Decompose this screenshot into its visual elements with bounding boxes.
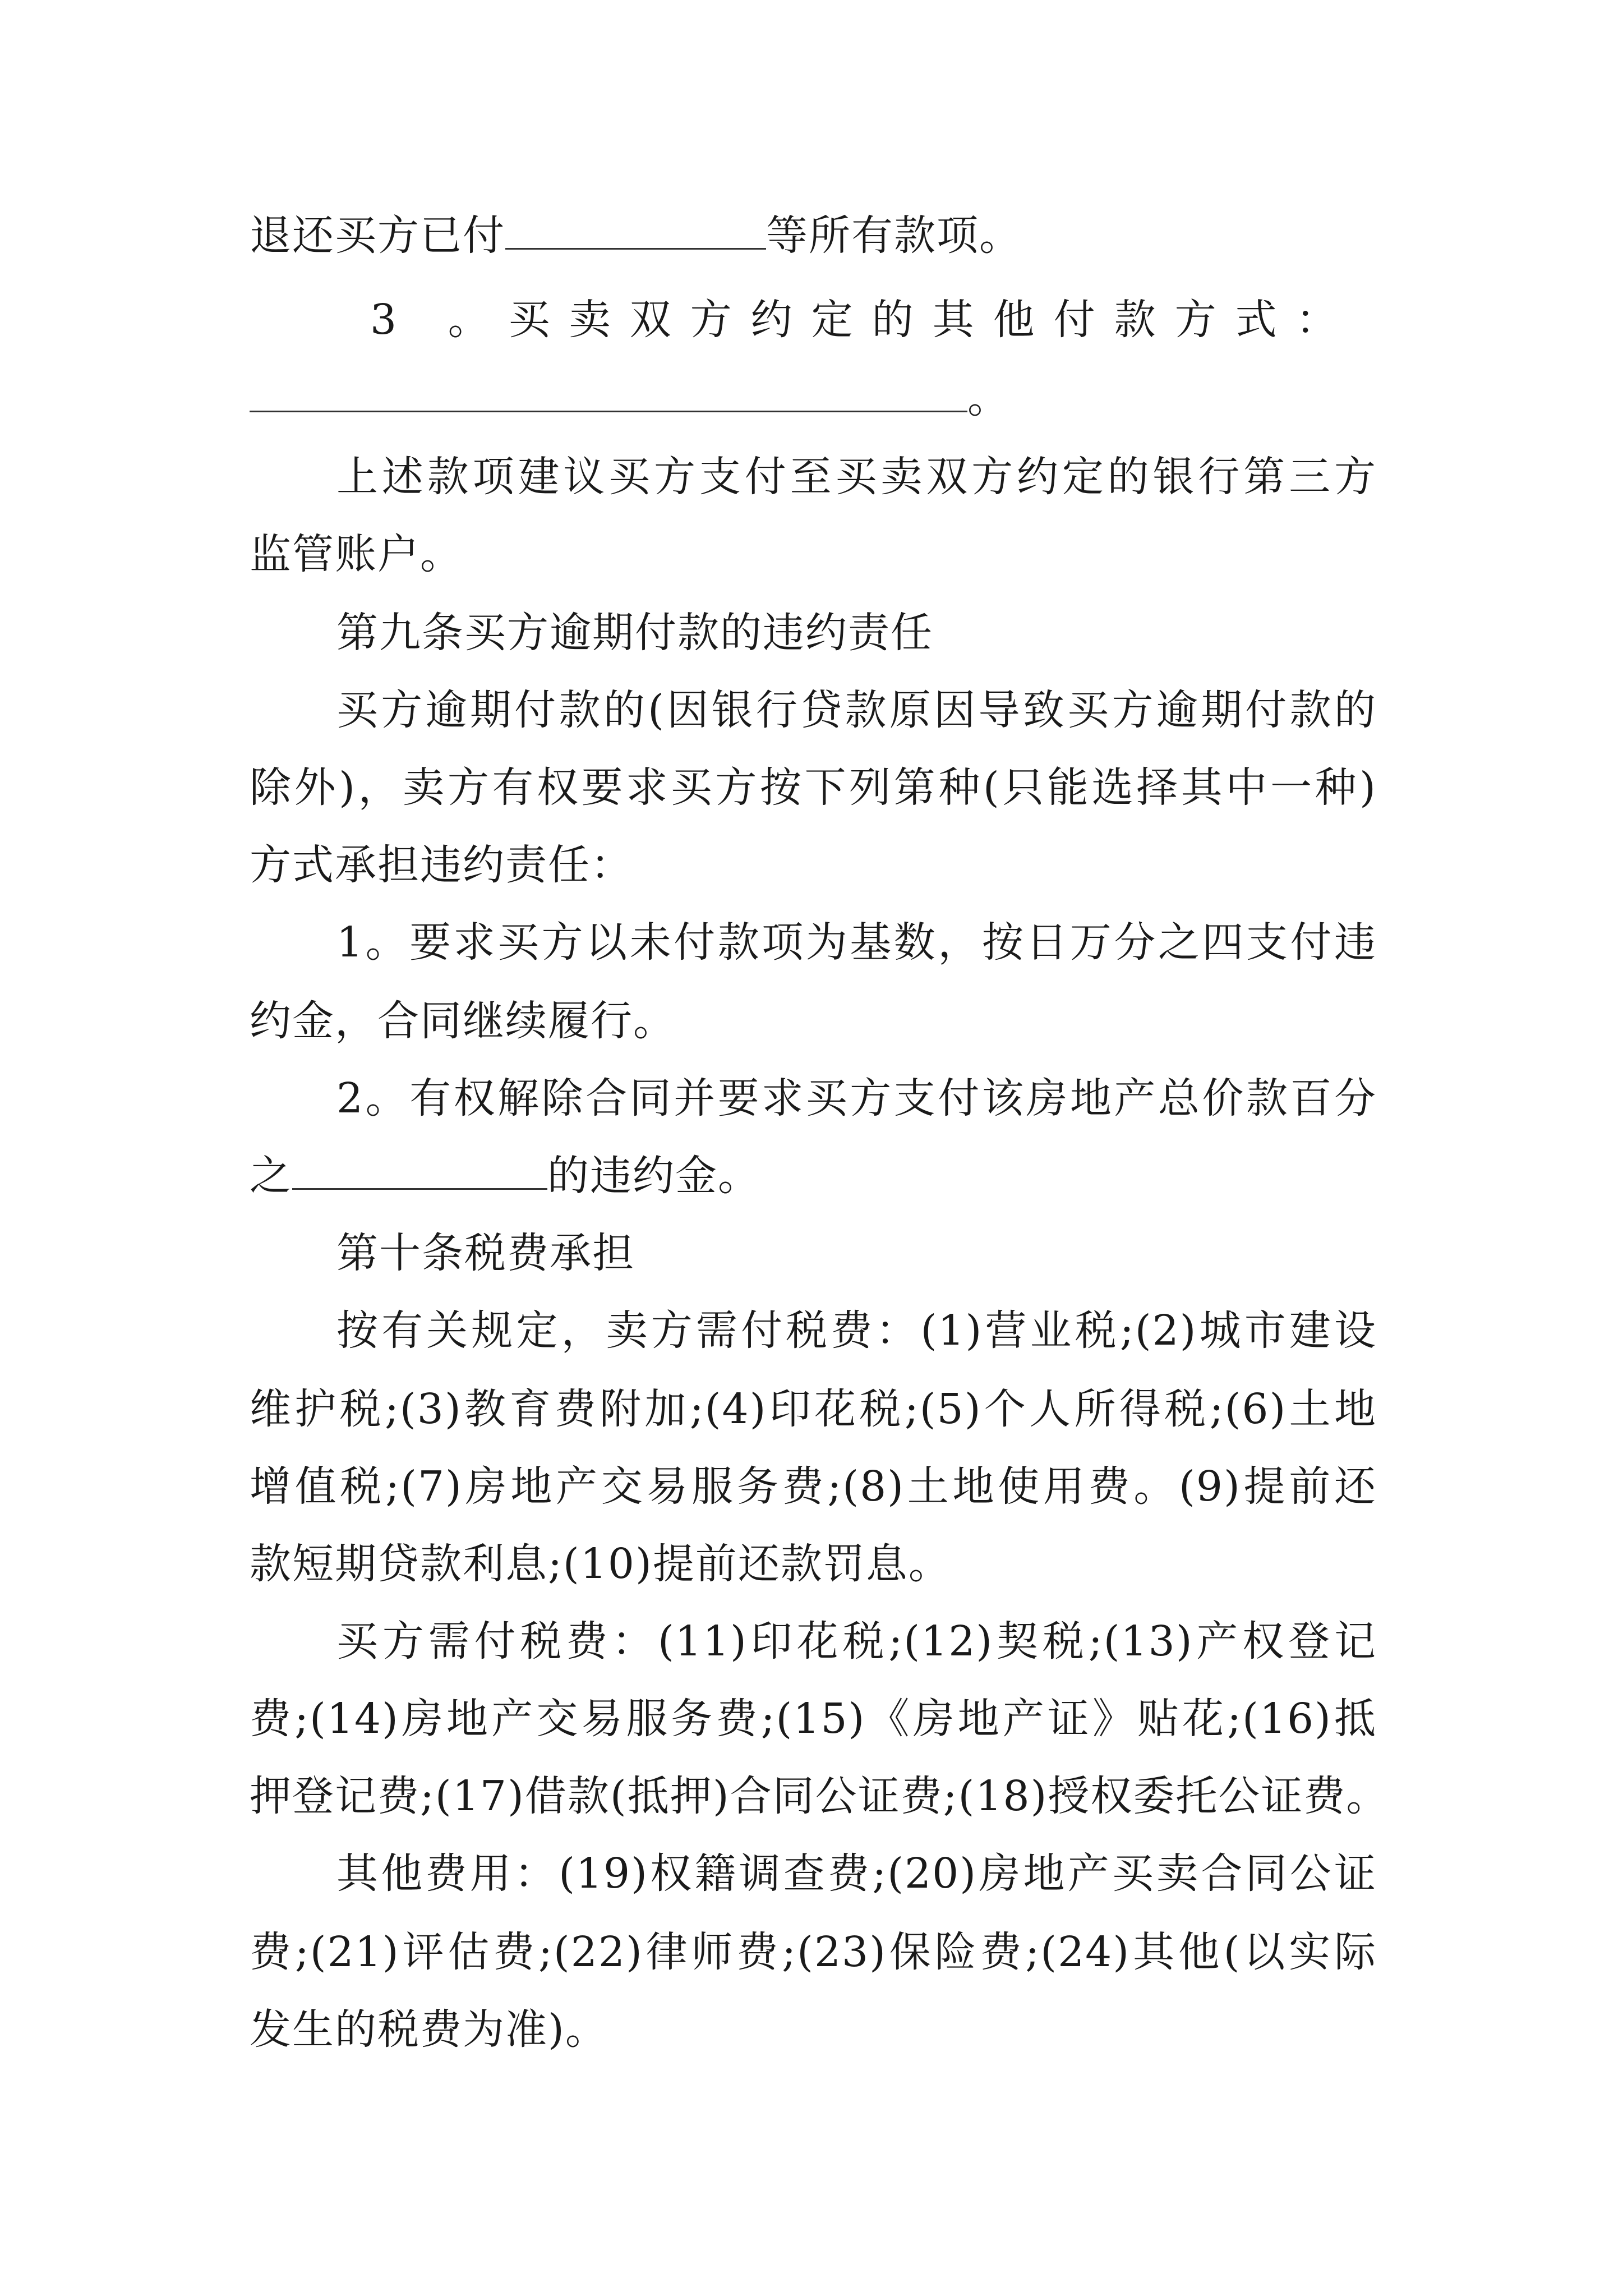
paragraph-line: 发生的税费为准)。 xyxy=(250,2005,608,2054)
paragraph-line: 方式承担违约责任： xyxy=(250,841,633,889)
text-segment: 退还买方已付 xyxy=(250,211,505,260)
paragraph-line: 增值税;(7)房地产交易服务费;(8)土地使用费。(9)提前还 xyxy=(250,1462,1377,1511)
fill-in-blank[interactable] xyxy=(505,209,766,250)
paragraph-line: 1。要求买方以未付款项为基数，按日万分之四支付违 xyxy=(336,918,1377,967)
paragraph-line: 维护税;(3)教育费附加;(4)印花税;(5)个人所得税;(6)土地 xyxy=(250,1385,1377,1433)
paragraph-line: 按有关规定，卖方需付税费：(1)营业税;(2)城市建设 xyxy=(336,1306,1377,1355)
section-heading: 第九条买方逾期付款的违约责任 xyxy=(336,609,933,657)
text-segment: 的违约金。 xyxy=(547,1152,760,1200)
paragraph-line: 3 。买卖双方约定的其他付款方式： xyxy=(370,296,1357,344)
paragraph-line xyxy=(250,1148,1377,1204)
fill-in-blank[interactable] xyxy=(250,371,967,412)
paragraph-line xyxy=(250,370,1377,426)
paragraph-line: 买方需付税费：(11)印花税;(12)契税;(13)产权登记 xyxy=(336,1617,1377,1665)
text-segment: 之 xyxy=(250,1152,292,1200)
paragraph-line: 监管账户。 xyxy=(250,530,463,578)
paragraph-line: 2。有权解除合同并要求买方支付该房地产总价款百分 xyxy=(336,1074,1377,1122)
paragraph-line xyxy=(250,208,1377,264)
paragraph-line: 其他费用：(19)权籍调查费;(20)房地产买卖合同公证 xyxy=(336,1849,1377,1898)
paragraph-line: 款短期贷款利息;(10)提前还款罚息。 xyxy=(250,1540,951,1588)
text-segment: 。 xyxy=(967,374,1010,422)
paragraph-line: 费;(21)评估费;(22)律师费;(23)保险费;(24)其他(以实际 xyxy=(250,1928,1377,1976)
section-heading: 第十条税费承担 xyxy=(336,1229,635,1277)
paragraph-line: 约金，合同继续履行。 xyxy=(250,997,676,1045)
paragraph-line: 除外)，卖方有权要求买方按下列第种(只能选择其中一种) xyxy=(250,763,1377,812)
paragraph-line: 买方逾期付款的(因银行贷款原因导致买方逾期付款的 xyxy=(336,686,1377,734)
paragraph-line: 费;(14)房地产交易服务费;(15)《房地产证》贴花;(16)抵 xyxy=(250,1695,1377,1743)
fill-in-blank[interactable] xyxy=(292,1149,547,1190)
text-segment: 等所有款项。 xyxy=(766,211,1022,260)
paragraph-line: 押登记费;(17)借款(抵押)合同公证费;(18)授权委托公证费。 xyxy=(250,1772,1389,1820)
paragraph-line: 上述款项建议买方支付至买卖双方约定的银行第三方 xyxy=(336,453,1377,501)
